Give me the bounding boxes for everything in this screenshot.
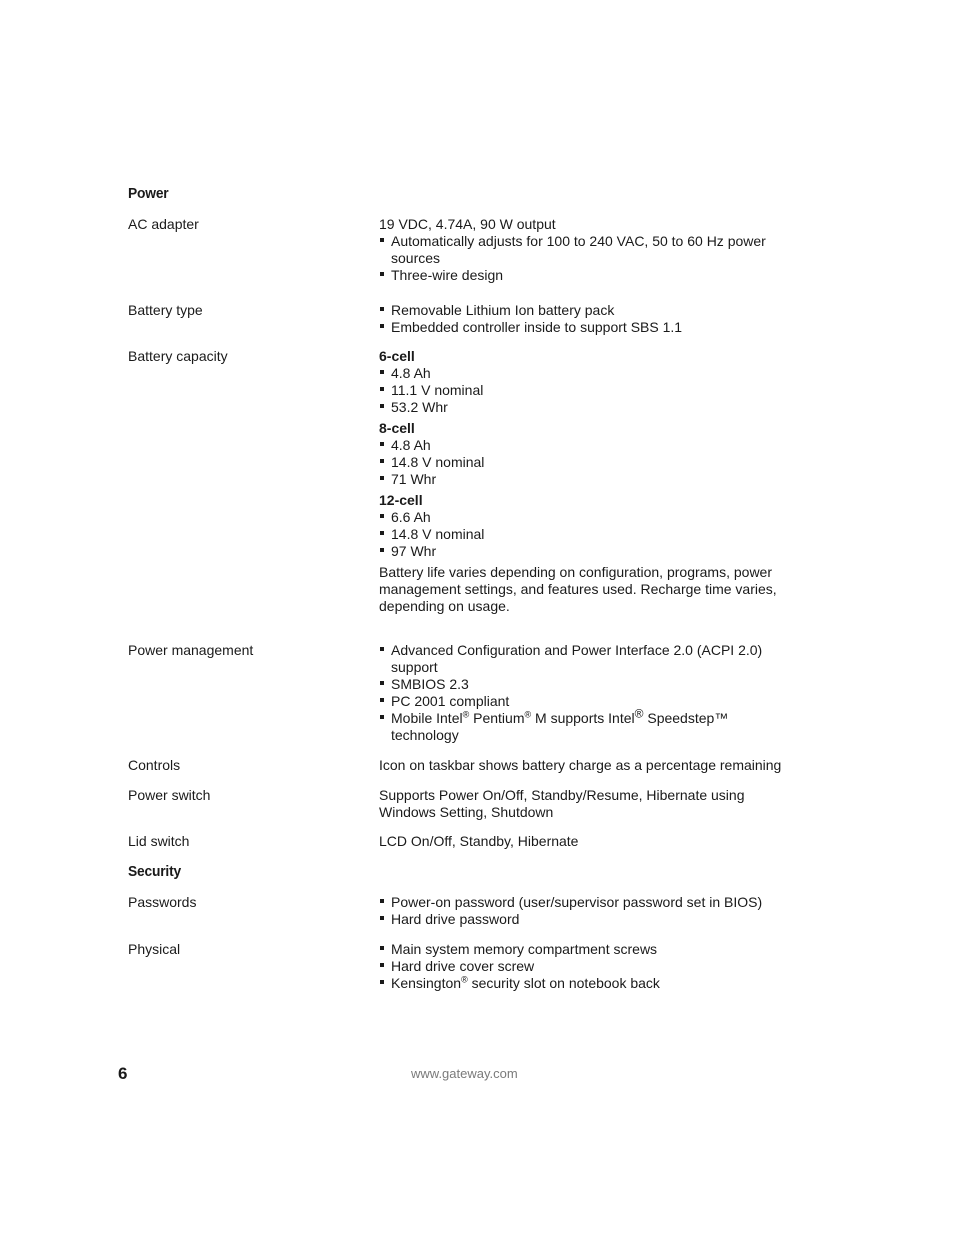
ac-adapter-output: 19 VDC, 4.74A, 90 W output xyxy=(379,216,556,232)
spec-value-ac-adapter xyxy=(379,216,799,284)
spec-label-battery-type: Battery type xyxy=(128,302,203,318)
text: M supports Intel xyxy=(531,710,635,726)
spec-value-lid-switch: LCD On/Off, Standby, Hibernate xyxy=(379,833,579,849)
battery-type-bullets xyxy=(379,302,799,336)
power-management-bullets xyxy=(379,642,799,744)
spec-value-battery-capacity xyxy=(379,348,799,615)
list-item xyxy=(379,706,799,744)
list-item: 11.1 V nominal xyxy=(379,382,799,399)
physical-bullets xyxy=(379,941,799,992)
list-item: 4.8 Ah xyxy=(379,437,799,454)
list-item: 4.8 Ah xyxy=(379,365,799,382)
page-number: 6 xyxy=(118,1064,128,1083)
list-item: Advanced Configuration and Power Interface 2.0 (ACPI 2.0) support xyxy=(379,642,799,676)
spec-value-battery-type xyxy=(379,302,799,336)
list-item: Removable Lithium Ion battery pack xyxy=(379,302,799,319)
text: Mobile Intel xyxy=(391,710,463,726)
spec-label-physical: Physical xyxy=(128,941,181,957)
registered-mark: ® xyxy=(462,709,470,720)
list-item: Main system memory compartment screws xyxy=(379,941,799,958)
cell-6-title: 6-cell xyxy=(379,348,415,364)
cell-12-bullets xyxy=(379,509,799,560)
cell-6-bullets xyxy=(379,365,799,416)
list-item: Three-wire design xyxy=(379,267,799,284)
section-heading-power: Power xyxy=(128,185,169,202)
text: Speedstep™ technology xyxy=(391,710,729,743)
spec-label-ac-adapter: AC adapter xyxy=(128,216,199,232)
registered-mark: ® xyxy=(524,709,532,720)
spec-value-physical xyxy=(379,941,799,992)
section-heading-security: Security xyxy=(128,863,182,880)
spec-value-power-switch: Supports Power On/Off, Standby/Resume, Hibernate using Windows Setting, Shutdown xyxy=(379,787,745,820)
cell-8-title: 8-cell xyxy=(379,420,415,436)
list-item: SMBIOS 2.3 xyxy=(379,676,799,693)
cell-8-bullets xyxy=(379,437,799,488)
list-item: Hard drive cover screw xyxy=(379,958,799,975)
ac-adapter-bullets xyxy=(379,233,799,284)
spec-label-lid-switch: Lid switch xyxy=(128,833,190,849)
text: security slot on notebook back xyxy=(467,975,660,991)
passwords-bullets xyxy=(379,894,799,928)
text: Pentium xyxy=(469,710,525,726)
list-item: Embedded controller inside to support SBS 1.1 xyxy=(379,319,799,336)
battery-life-note: Battery life varies depending on configuration, programs, power management settings, and features used. Recharge time varies, depending on usage. xyxy=(379,564,777,614)
list-item: 71 Whr xyxy=(379,471,799,488)
spec-value-passwords xyxy=(379,894,799,928)
registered-mark: ® xyxy=(461,974,468,985)
spec-label-power-management: Power management xyxy=(128,642,254,658)
list-item: 14.8 V nominal xyxy=(379,526,799,543)
cell-12-title: 12-cell xyxy=(379,492,423,508)
list-item: 97 Whr xyxy=(379,543,799,560)
spec-value-power-management xyxy=(379,642,799,744)
spec-label-power-switch: Power switch xyxy=(128,787,211,803)
list-item: Automatically adjusts for 100 to 240 VAC, 50 to 60 Hz power sources xyxy=(379,233,799,267)
list-item: Hard drive password xyxy=(379,911,799,928)
list-item: 6.6 Ah xyxy=(379,509,799,526)
list-item: 53.2 Whr xyxy=(379,399,799,416)
list-item: PC 2001 compliant xyxy=(379,693,799,710)
text: Kensington xyxy=(391,975,462,991)
spec-label-controls: Controls xyxy=(128,757,181,773)
registered-mark: ® xyxy=(634,706,644,721)
footer-url: www.gateway.com xyxy=(411,1066,518,1081)
spec-label-battery-capacity: Battery capacity xyxy=(128,348,228,364)
list-item: 14.8 V nominal xyxy=(379,454,799,471)
list-item xyxy=(379,975,799,992)
spec-value-controls: Icon on taskbar shows battery charge as a percentage remaining xyxy=(379,757,782,773)
list-item: Power-on password (user/supervisor password set in BIOS) xyxy=(379,894,799,911)
spec-label-passwords: Passwords xyxy=(128,894,197,910)
